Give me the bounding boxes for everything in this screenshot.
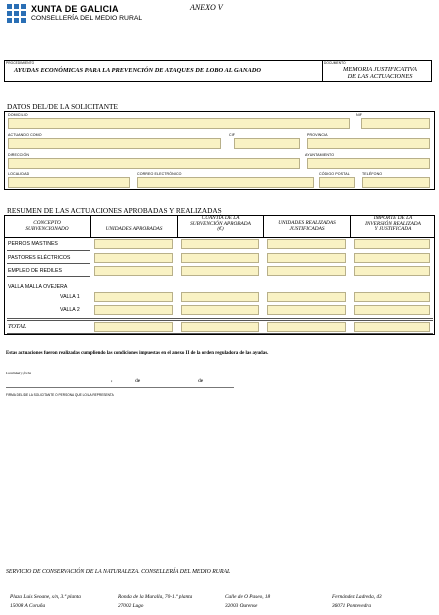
nif-field[interactable] [361,118,430,129]
direccion-field[interactable] [8,158,300,169]
valla2-inv-field[interactable] [354,305,430,315]
ayuntamiento-label: AYUNTAMIENTO [305,153,335,157]
statement-text: Estas actuaciones fueron realizadas cumpliendo las condiciones impuestas en el anexo II de la orden reguladora de las ayudas. [6,351,269,356]
department-name: CONSELLERÍA DEL MEDIO RURAL [31,15,143,22]
total-units-field[interactable] [94,322,173,332]
col-inv-header: IMPORTE DE LA INVERSIÓN REALIZADA Y JUSTIFICADA [365,215,421,233]
valla1-inv-field[interactable] [354,292,430,302]
col-real-header: UNIDADES REALIZADAS JUSTIFICADAS [278,220,336,232]
valla2-amount-field[interactable] [181,305,259,315]
valla1-amount-field[interactable] [181,292,259,302]
pastores-amount-field[interactable] [181,253,259,263]
procedure-divider [322,60,323,82]
row-pastores-label: PASTORES ELÉCTRICOS [8,255,71,261]
codigo-postal-label: CÓDIGO POSTAL [319,172,350,176]
row-valla1-label: VALLA 1 [60,294,80,300]
rediles-units-field[interactable] [94,266,173,276]
valla2-units-field[interactable] [94,305,173,315]
document-title-1: MEMORIA JUSTIFICATIVA [343,66,417,73]
brand-title: XUNTA DE GALICIA [31,4,119,14]
actuando-field[interactable] [8,138,221,149]
cif-label: CIF [229,133,236,137]
date-comma: , [111,377,113,383]
email-field[interactable] [137,177,314,188]
footer-address-lugo: Ronda de la Muralla, 70-1.ª planta 27002 Lugo [118,594,193,609]
rediles-amount-field[interactable] [181,266,259,276]
valla2-real-field[interactable] [267,305,346,315]
perros-units-field[interactable] [94,239,173,249]
provincia-field[interactable] [307,138,430,149]
pastores-units-field[interactable] [94,253,173,263]
cif-field[interactable] [234,138,300,149]
ayuntamiento-field[interactable] [307,158,430,169]
signature-line [6,387,234,388]
col-concept-header: CONCEPTO SUBVENCIONADO [25,220,69,232]
total-inv-field[interactable] [354,322,430,332]
document-label: DOCUMENTO [324,61,346,65]
summary-section-title: RESUMEN DE LAS ACTUACIONES APROBADAS Y REALIZADAS [7,206,222,215]
date-de-2: de [198,378,204,384]
codigo-postal-field[interactable] [319,177,355,188]
pastores-inv-field[interactable] [354,253,430,263]
date-de-1: de [135,378,141,384]
footer-service: SERVICIO DE CONSERVACIÓN DE LA NATURALEZA. CONSELLERÍA DEL MEDIO RURAL [6,569,231,575]
direccion-label: DIRECCIÓN [8,153,30,157]
total-real-field[interactable] [267,322,346,332]
domicilio-label: DOMICILIO [8,113,28,117]
row-valla-label: VALLA MALLA OVEJERA [8,284,68,290]
telefono-field[interactable] [362,177,430,188]
col-units-header: UNIDADES APROBADAS [105,226,163,232]
email-label: CORREO ELECTRÓNICO [137,172,182,176]
perros-amount-field[interactable] [181,239,259,249]
valla1-real-field[interactable] [267,292,346,302]
row-rediles-label: EMPLEO DE REDILES [8,268,62,274]
place-date-label: Localidad y fecha [6,371,32,375]
row-total-label: TOTAL [8,323,27,330]
applicant-section-title: DATOS DEL/DE LA SOLICITANTE [7,102,118,111]
footer-address-ourense: Calle de O Paseo, 18 32003 Ourense [225,594,271,609]
total-amount-field[interactable] [181,322,259,332]
col-amount-header: CUANTÍA DE LA SUBVENCIÓN APROBADA (€) [190,215,251,233]
procedure-label: PROCEDIMIENTO [6,61,35,65]
perros-inv-field[interactable] [354,239,430,249]
pastores-real-field[interactable] [267,253,346,263]
valla1-units-field[interactable] [94,292,173,302]
localidad-field[interactable] [8,177,130,188]
row-valla2-label: VALLA 2 [60,307,80,313]
document-title-2: DE LAS ACTUACIONES [347,73,413,80]
signer-label: FIRMA DEL/DE LA SOLICITANTE O PERSONA QUE LO/LA REPRESENTA [6,393,114,397]
annex-label: ANEXO V [190,3,223,12]
procedure-title: AYUDAS ECONÓMICAS PARA LA PREVENCIÓN DE ATAQUES DE LOBO AL GANADO [14,67,262,74]
perros-real-field[interactable] [267,239,346,249]
row-perros-label: PERROS MASTINES [8,241,58,247]
footer-address-coruna: Plaza Luis Seoane, s/n, 3.ª planta 15008 A Coruña [10,594,81,609]
rediles-real-field[interactable] [267,266,346,276]
actuando-label: ACTUANDO COMO [8,133,42,137]
rediles-inv-field[interactable] [354,266,430,276]
provincia-label: PROVINCIA [307,133,328,137]
xunta-logo-icon [6,3,27,24]
nif-label: NIF [356,113,363,117]
localidad-label: LOCALIDAD [8,172,30,176]
footer-address-pontevedra: Fernández Ladreda, 43 36071 Pontevedra [332,594,382,609]
telefono-label: TELÉFONO [362,172,383,176]
domicilio-field[interactable] [8,118,350,129]
